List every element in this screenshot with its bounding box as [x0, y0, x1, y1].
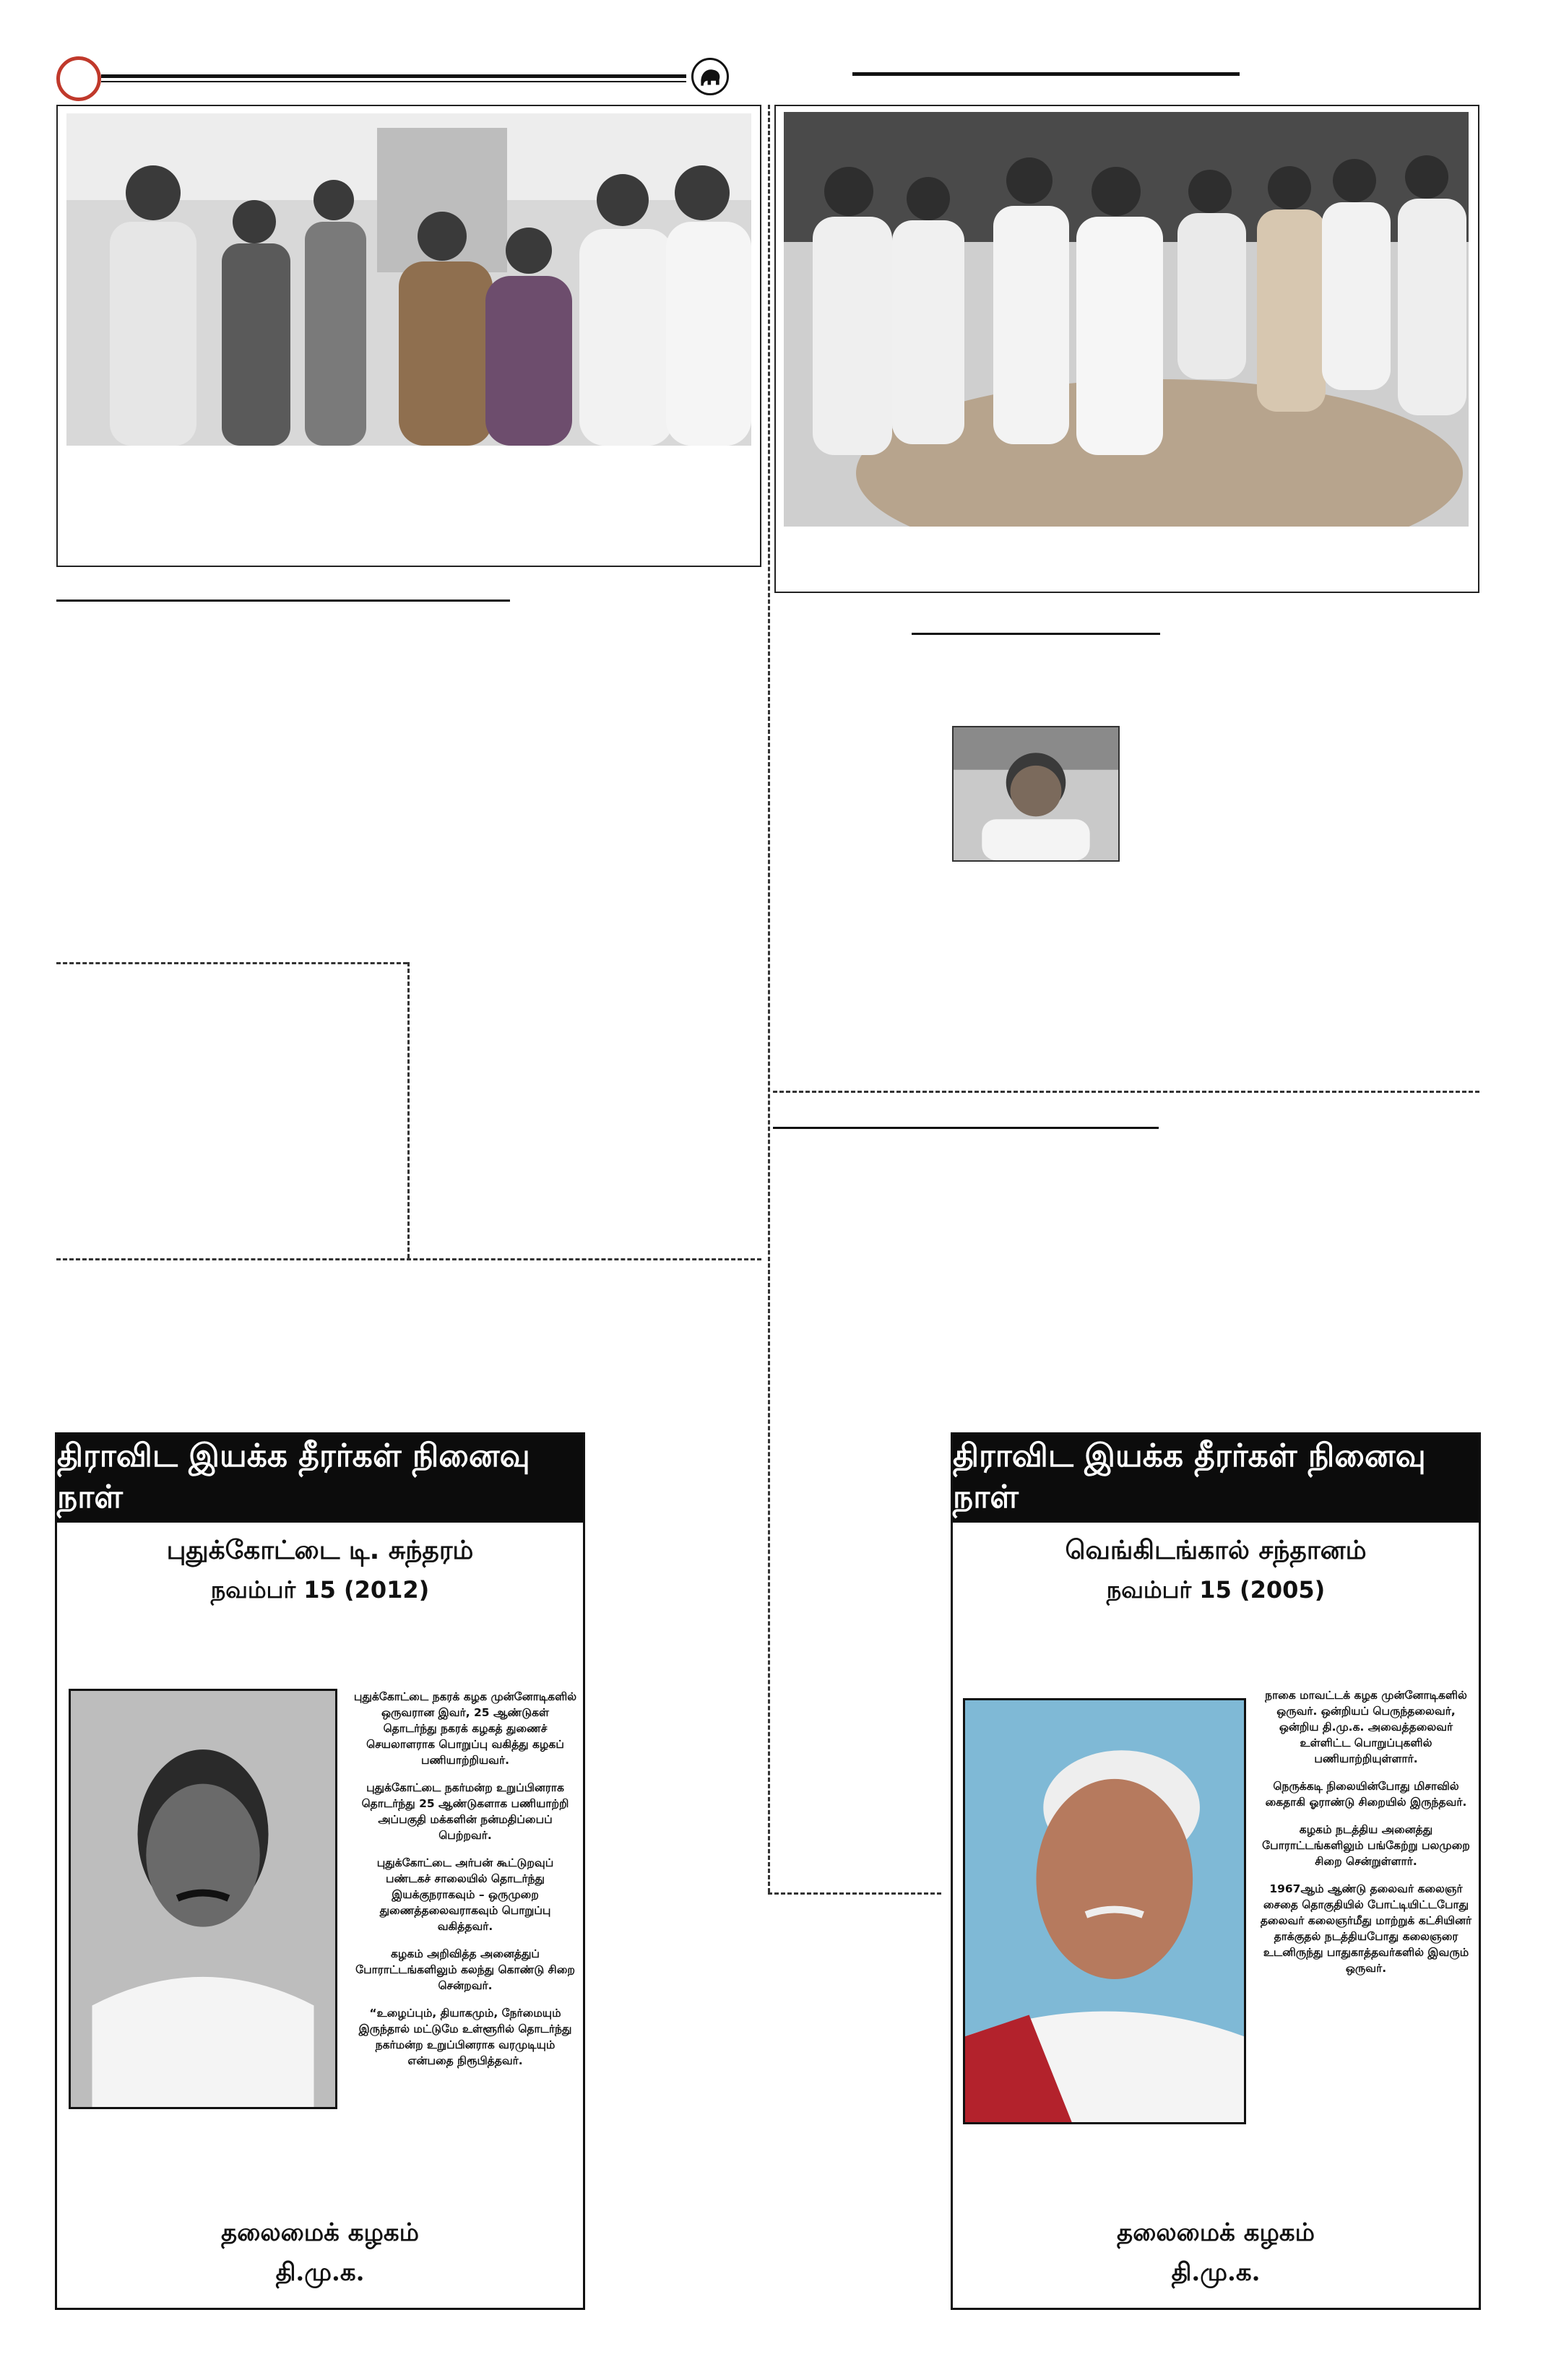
bw-portrait-sundaram	[69, 1689, 337, 2109]
header-circle	[56, 56, 101, 101]
color-portrait-santhanam	[963, 1698, 1246, 2124]
left-article-rule	[56, 600, 510, 602]
header-rule-thin	[101, 81, 686, 82]
memorial-bio	[353, 1689, 577, 2080]
left-dashed-divider-2	[56, 1258, 761, 1260]
memorial-banner: திராவிட இயக்க தீரர்கள் நினைவு நாள்	[57, 1435, 583, 1523]
memorial-date: நவம்பர் 15 (2005)	[1106, 1576, 1326, 1604]
elephant-emblem-icon	[691, 58, 729, 95]
memorial-date: நவம்பர் 15 (2012)	[210, 1576, 430, 1604]
bio-paragraph: 1967ஆம் ஆண்டு தலைவர் கலைஞர் சைதை தொகுதியில் போட்டியிட்டபோது தலைவர் கலைஞர்மீது மாற்றுக் கட்சியினர் தாக்குதல் நடத்தியபோது கலைஞரை உடனிருந்து பாதுகாத்தவர்களில் இவரும் ஒருவர்.	[1260, 1882, 1472, 1975]
leader-headshot-photo	[952, 726, 1120, 862]
bio-paragraph: “உழைப்பும், தியாகமும், நேர்மையும் இருந்தால் மட்டுமே உள்ளூரில் தொடர்ந்து நகர்மன்ற உறுப்பினராக வரமுடியும் என்பதை நிரூபித்தவர்.	[358, 2007, 572, 2067]
right-article-rule-2	[773, 1127, 1159, 1129]
inspection-group-photo	[66, 113, 751, 446]
header-rule	[101, 74, 686, 78]
memorial-footer-party: தி.மு.க.	[1171, 2258, 1261, 2287]
memorial-bio	[1258, 1687, 1474, 1988]
right-bottom-connector	[768, 1892, 941, 1895]
memorial-card-right	[951, 1432, 1481, 2310]
bio-paragraph: கழகம் அறிவித்த அனைத்துப் போராட்டங்களிலும் கலந்து கொண்டு சிறை சென்றவர்.	[355, 1947, 575, 1992]
memorial-footer-party: தி.மு.க.	[275, 2258, 365, 2287]
memorial-banner: திராவிட இயக்க தீரர்கள் நினைவு நாள்	[953, 1435, 1479, 1523]
left-dashed-vertical	[407, 962, 410, 1258]
bio-paragraph: புதுக்கோட்டை நகர்மன்ற உறுப்பினராக தொடர்ந்து 25 ஆண்டுகளாக பணியாற்றி அப்பகுதி மக்களின் நன்மதிப்பைப் பெற்றவர்.	[361, 1781, 569, 1842]
memorial-footer-org: தலைமைக் கழகம்	[221, 2218, 419, 2247]
bio-paragraph: நெருக்கடி நிலையின்போது மிசாவில் கைதாகி ஓராண்டு சிறையில் இருந்தவர்.	[1265, 1780, 1467, 1809]
memorial-footer-org: தலைமைக் கழகம்	[1117, 2218, 1315, 2247]
left-dashed-divider-1	[56, 962, 407, 964]
bio-paragraph: நாகை மாவட்டக் கழக முன்னோடிகளில் ஒருவர். ஒன்றியப் பெருந்தலைவர், ஒன்றிய தி.மு.க. அவைத்தலைவர் உள்ளிட்ட பொறுப்புகளில் பணியாற்றியுள்ளார்.	[1265, 1689, 1467, 1765]
groundbreaking-ceremony-photo	[784, 112, 1469, 527]
bio-paragraph: புதுக்கோட்டை நகரக் கழக முன்னோடிகளில் ஒருவரான இவர், 25 ஆண்டுகள் தொடர்ந்து நகரக் கழகத் துணைச் செயலாளராக பொறுப்பு வகித்து கழகப் பணியாற்றியவர்.	[353, 1690, 577, 1767]
right-dashed-divider	[773, 1091, 1479, 1093]
bio-paragraph: புதுக்கோட்டை அர்பன் கூட்டுறவுப் பண்டகச் சாலையில் தொடர்ந்து இயக்குநராகவும் – ஒருமுறை துணைத்தலைவராகவும் பொறுப்பு வகித்தவர்.	[376, 1856, 554, 1933]
right-article-rule	[912, 633, 1160, 635]
bio-paragraph: கழகம் நடத்திய அனைத்து போராட்டங்களிலும் பங்கேற்று பலமுறை சிறை சென்றுள்ளார்.	[1262, 1823, 1470, 1868]
header-rule-right	[852, 72, 1240, 76]
column-separator	[768, 105, 770, 1892]
memorial-card-left	[55, 1432, 585, 2310]
memorial-name: வெங்கிடங்கால் சந்தானம்	[1065, 1536, 1367, 1565]
memorial-name: புதுக்கோட்டை டி. சுந்தரம்	[166, 1536, 474, 1565]
